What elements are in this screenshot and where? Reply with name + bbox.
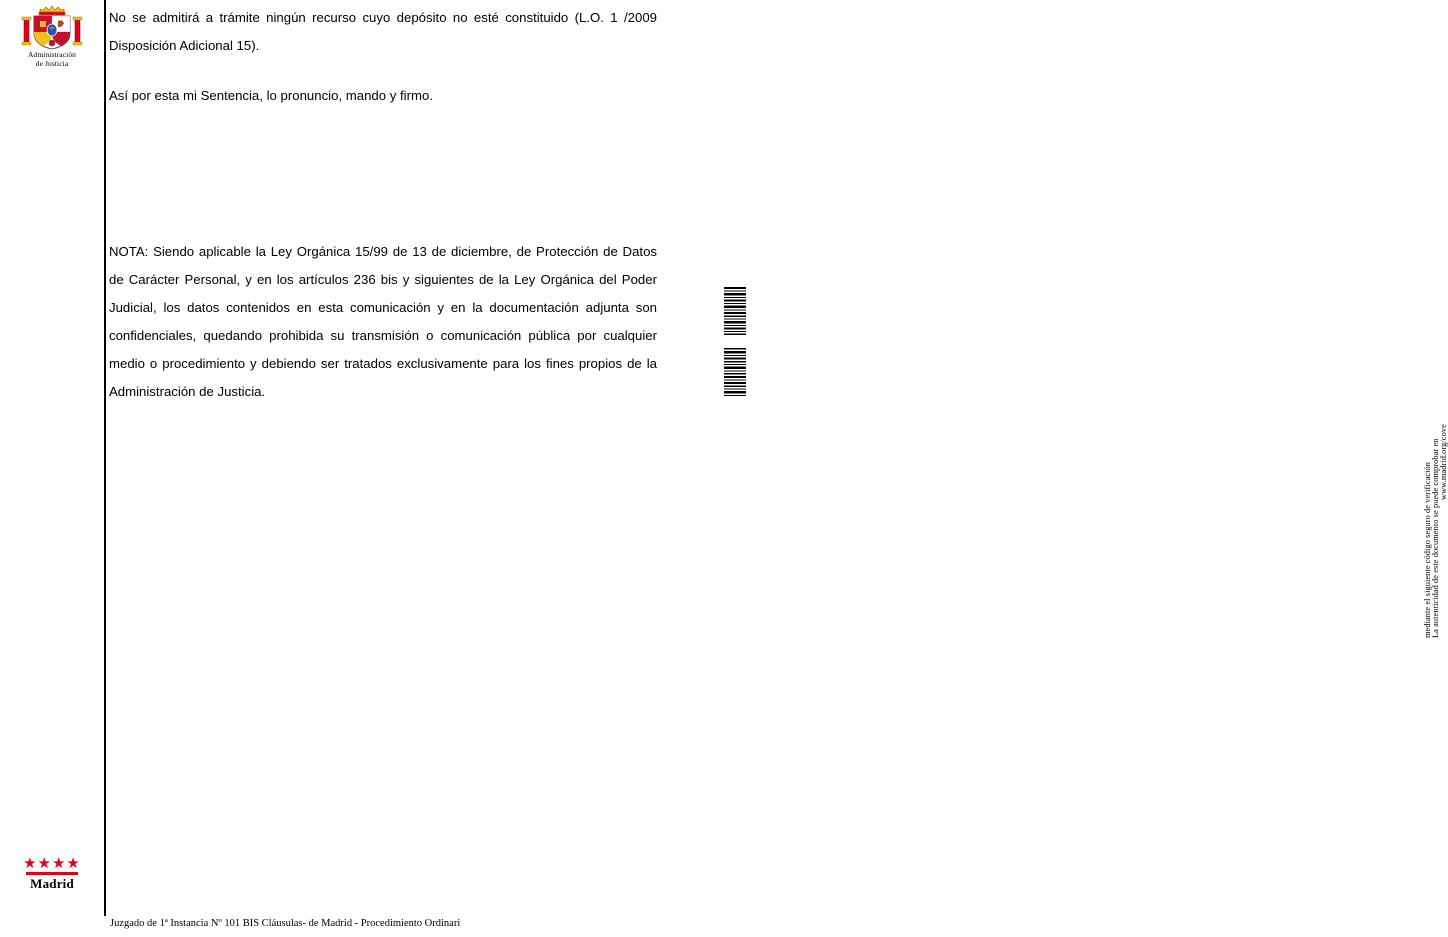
- verification-url: www.madrid.org/cove: [1439, 424, 1448, 500]
- paragraph-deposito-recurso: No se admitirá a trámite ningún recurso cuyo depósito no esté constituido (L.O. 1 /2009 Disposición Adicional 15).: [109, 10, 657, 53]
- admin-justicia-label-line2: de Justicia: [35, 59, 69, 68]
- admin-justicia-label-line1: Administración: [27, 50, 77, 59]
- verification-barcode-bottom: [724, 348, 746, 396]
- spain-coat-of-arms-icon: [0, 4, 104, 50]
- vertical-divider-rule: [104, 0, 106, 916]
- madrid-logo-label: Madrid: [30, 876, 74, 891]
- madrid-logo-bar: [26, 872, 78, 875]
- verification-text-line2: mediante el siguiente código seguro de verificación: [1423, 461, 1432, 638]
- verification-text-line1: La autenticidad de este documento se puede comprobar en: [1431, 438, 1440, 638]
- paragraph-nota-proteccion-datos: NOTA: Siendo aplicable la Ley Orgánica 15/99 de 13 de diciembre, de Protección de Datos de Carácter Personal, y en los artículos 236 bis y siguientes de la Ley Orgánica del Poder Judicial, los datos contenidos en esta comunicación y en la documentación adjunta son confidenciales, quedando prohibida su transmisión o comunicación pública por cualquier medio o procedimiento y debiendo ser tratados exclusivamente para los fines propios de la Administración de Justicia.: [109, 244, 657, 399]
- left-margin-column: [0, 0, 104, 937]
- verification-margin: [700, 0, 1448, 937]
- document-body: [109, 0, 657, 406]
- paragraph-sentencia-firmo: Así por esta mi Sentencia, lo pronuncio, mando y firmo.: [109, 88, 433, 103]
- madrid-logo-block: [0, 856, 104, 892]
- verification-barcode-top: [724, 287, 746, 335]
- footer-court-reference: Juzgado de 1ª Instancia Nº 101 BIS Cláusulas- de Madrid - Procedimiento Ordinari: [110, 918, 461, 929]
- coat-of-arms-block: [0, 4, 104, 68]
- madrid-stars-icon: ★★★★: [23, 854, 81, 872]
